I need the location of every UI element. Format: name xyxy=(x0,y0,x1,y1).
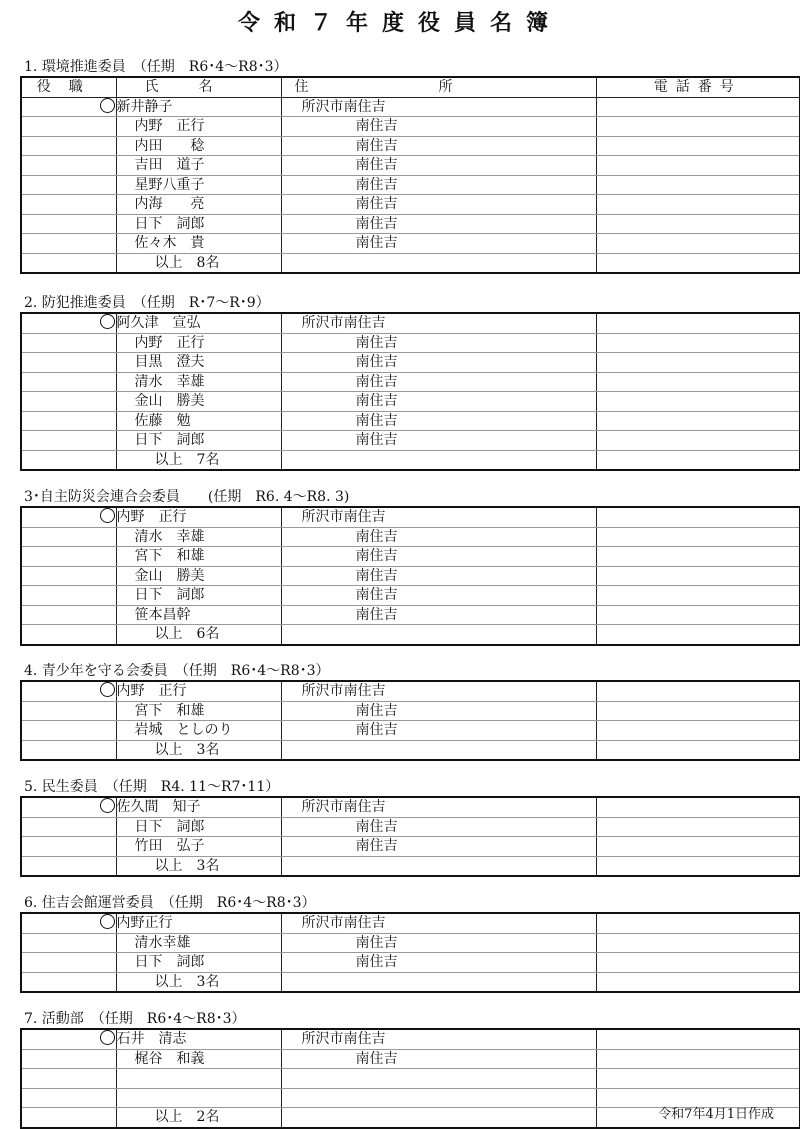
member-table xyxy=(20,796,800,877)
role-cell xyxy=(21,527,116,547)
role-cell xyxy=(21,953,116,973)
creation-date: 令和7年4月1日作成 xyxy=(658,1107,774,1122)
member-phone xyxy=(596,117,800,137)
member-row xyxy=(21,721,800,741)
member-phone xyxy=(596,527,800,547)
member-name: 日下 詞郎 xyxy=(116,586,281,606)
member-phone xyxy=(596,313,800,333)
member-phone xyxy=(596,372,800,392)
member-phone xyxy=(596,837,800,857)
member-name: 内海 亮 xyxy=(116,195,281,215)
role-cell xyxy=(21,507,116,527)
member-name: 阿久津 宣弘 xyxy=(116,313,281,333)
member-address: 南住吉 xyxy=(281,195,596,215)
member-address: 所沢市南住吉 xyxy=(281,313,596,333)
role-cell xyxy=(21,392,116,412)
total-row xyxy=(21,740,800,760)
blank-row xyxy=(21,1069,800,1089)
member-address: 南住吉 xyxy=(281,175,596,195)
member-row xyxy=(21,933,800,953)
member-count: 以上 3名 xyxy=(116,972,281,992)
member-name: 内田 稔 xyxy=(116,136,281,156)
member-row xyxy=(21,1049,800,1069)
member-phone xyxy=(596,605,800,625)
role-cell xyxy=(21,566,116,586)
member-row xyxy=(21,701,800,721)
section-title: 4. 青少年を守る会委員 （任期 R6･4～R8･3） xyxy=(24,663,330,679)
member-name: 星野八重子 xyxy=(116,175,281,195)
member-phone xyxy=(596,431,800,451)
role-cell xyxy=(21,586,116,606)
member-name: 内野 正行 xyxy=(116,117,281,137)
member-phone xyxy=(596,136,800,156)
member-count: 以上 3名 xyxy=(116,856,281,876)
member-row xyxy=(21,837,800,857)
member-name: 内野 正行 xyxy=(116,507,281,527)
role-cell xyxy=(21,195,116,215)
member-table xyxy=(20,912,800,993)
member-row xyxy=(21,953,800,973)
member-row xyxy=(21,313,800,333)
member-phone xyxy=(596,507,800,527)
member-address: 南住吉 xyxy=(281,701,596,721)
role-cell xyxy=(21,97,116,117)
total-phone-cell xyxy=(596,856,800,876)
member-row xyxy=(21,392,800,412)
address-header: 住所 xyxy=(281,77,596,97)
chair-mark-icon xyxy=(100,798,115,813)
member-row xyxy=(21,507,800,527)
member-row xyxy=(21,234,800,254)
member-row xyxy=(21,117,800,137)
role-cell xyxy=(21,234,116,254)
member-address: 南住吉 xyxy=(281,605,596,625)
total-phone-cell xyxy=(596,972,800,992)
role-cell xyxy=(21,214,116,234)
role-cell xyxy=(21,605,116,625)
total-address-cell xyxy=(281,740,596,760)
member-phone xyxy=(596,175,800,195)
member-table xyxy=(20,312,800,471)
member-row xyxy=(21,431,800,451)
member-name: 清水 幸雄 xyxy=(116,372,281,392)
member-count: 以上 6名 xyxy=(116,625,281,645)
member-address: 南住吉 xyxy=(281,527,596,547)
section-title: 1. 環境推進委員 （任期 R6･4～R8･3） xyxy=(24,59,288,75)
member-row xyxy=(21,214,800,234)
member-address: 南住吉 xyxy=(281,721,596,741)
member-address: 南住吉 xyxy=(281,234,596,254)
chair-mark-icon xyxy=(100,314,115,329)
role-cell xyxy=(21,933,116,953)
member-name: 内野 正行 xyxy=(116,681,281,701)
member-address: 南住吉 xyxy=(281,372,596,392)
member-address: 南住吉 xyxy=(281,953,596,973)
section-title: 2. 防犯推進委員 （任期 R･7～R･9） xyxy=(24,295,270,311)
committee-section xyxy=(20,778,799,877)
member-row xyxy=(21,156,800,176)
member-address: 南住吉 xyxy=(281,566,596,586)
total-address-cell xyxy=(281,450,596,470)
total-phone-cell xyxy=(596,253,800,273)
member-row xyxy=(21,195,800,215)
member-address: 南住吉 xyxy=(281,214,596,234)
member-address: 南住吉 xyxy=(281,136,596,156)
committee-section xyxy=(20,488,799,646)
member-address: 南住吉 xyxy=(281,431,596,451)
total-row xyxy=(21,450,800,470)
member-row xyxy=(21,586,800,606)
member-address: 所沢市南住吉 xyxy=(281,797,596,817)
blank-cell xyxy=(21,1069,116,1089)
role-header: 役職 xyxy=(21,77,116,97)
member-phone xyxy=(596,701,800,721)
chair-mark-icon xyxy=(100,1030,115,1045)
total-address-cell xyxy=(281,972,596,992)
role-cell xyxy=(21,721,116,741)
member-name: 梶谷 和義 xyxy=(116,1049,281,1069)
total-role-cell xyxy=(21,253,116,273)
total-role-cell xyxy=(21,972,116,992)
member-phone xyxy=(596,156,800,176)
member-phone xyxy=(596,97,800,117)
role-cell xyxy=(21,156,116,176)
member-phone xyxy=(596,817,800,837)
role-cell xyxy=(21,175,116,195)
member-name: 金山 勝美 xyxy=(116,392,281,412)
member-phone xyxy=(596,547,800,567)
phone-header: 電話番号 xyxy=(596,77,800,97)
name-header: 氏名 xyxy=(116,77,281,97)
role-cell xyxy=(21,333,116,353)
role-cell xyxy=(21,701,116,721)
section-title: 7. 活動部 （任期 R6･4～R8･3） xyxy=(24,1011,246,1027)
member-address: 南住吉 xyxy=(281,411,596,431)
member-table xyxy=(20,680,800,761)
member-name: 清水幸雄 xyxy=(116,933,281,953)
member-row xyxy=(21,372,800,392)
blank-cell xyxy=(116,1088,281,1108)
member-name: 笹本昌幹 xyxy=(116,605,281,625)
member-count: 以上 8名 xyxy=(116,253,281,273)
member-address: 南住吉 xyxy=(281,392,596,412)
member-address: 南住吉 xyxy=(281,547,596,567)
role-cell xyxy=(21,547,116,567)
total-row xyxy=(21,625,800,645)
member-row xyxy=(21,136,800,156)
member-name: 岩城 としのり xyxy=(116,721,281,741)
role-cell xyxy=(21,797,116,817)
member-address: 南住吉 xyxy=(281,156,596,176)
member-row xyxy=(21,605,800,625)
role-cell xyxy=(21,681,116,701)
blank-cell xyxy=(116,1069,281,1089)
total-role-cell xyxy=(21,450,116,470)
chair-mark-icon xyxy=(100,914,115,929)
role-cell xyxy=(21,313,116,333)
member-name: 佐久間 知子 xyxy=(116,797,281,817)
blank-cell xyxy=(281,1088,596,1108)
member-name: 佐藤 勉 xyxy=(116,411,281,431)
member-address: 南住吉 xyxy=(281,933,596,953)
member-name: 金山 勝美 xyxy=(116,566,281,586)
role-cell xyxy=(21,837,116,857)
member-phone xyxy=(596,913,800,933)
section-title: 3･自主防災会連合会委員 (任期 R6. 4～R8. 3) xyxy=(24,489,350,505)
member-phone xyxy=(596,353,800,373)
total-address-cell xyxy=(281,625,596,645)
member-row xyxy=(21,175,800,195)
role-cell xyxy=(21,136,116,156)
member-name: 日下 詞郎 xyxy=(116,214,281,234)
total-role-cell xyxy=(21,625,116,645)
member-row xyxy=(21,817,800,837)
member-name: 宮下 和雄 xyxy=(116,701,281,721)
member-phone xyxy=(596,1029,800,1049)
member-name: 竹田 弘子 xyxy=(116,837,281,857)
role-cell xyxy=(21,411,116,431)
member-address: 所沢市南住吉 xyxy=(281,681,596,701)
member-phone xyxy=(596,1049,800,1069)
member-address: 所沢市南住吉 xyxy=(281,1029,596,1049)
chair-mark-icon xyxy=(100,682,115,697)
member-address: 所沢市南住吉 xyxy=(281,507,596,527)
member-phone xyxy=(596,953,800,973)
member-phone xyxy=(596,214,800,234)
committee-section xyxy=(20,58,799,274)
role-cell xyxy=(21,372,116,392)
member-row xyxy=(21,527,800,547)
member-name: 目黒 澄夫 xyxy=(116,353,281,373)
member-row xyxy=(21,1029,800,1049)
member-row xyxy=(21,566,800,586)
member-address: 南住吉 xyxy=(281,353,596,373)
member-count: 以上 3名 xyxy=(116,740,281,760)
member-phone xyxy=(596,933,800,953)
member-count: 以上 7名 xyxy=(116,450,281,470)
member-name: 石井 清志 xyxy=(116,1029,281,1049)
committee-section xyxy=(20,662,799,761)
member-count: 以上 2名 xyxy=(116,1108,281,1128)
member-phone xyxy=(596,797,800,817)
member-phone xyxy=(596,333,800,353)
member-row xyxy=(21,353,800,373)
header-row xyxy=(21,77,800,97)
member-row xyxy=(21,681,800,701)
member-table xyxy=(20,76,800,274)
total-role-cell xyxy=(21,856,116,876)
total-role-cell xyxy=(21,1108,116,1128)
committee-section xyxy=(20,894,799,993)
member-name: 佐々木 貴 xyxy=(116,234,281,254)
member-row xyxy=(21,797,800,817)
member-phone xyxy=(596,681,800,701)
total-row xyxy=(21,856,800,876)
member-row xyxy=(21,547,800,567)
member-address: 南住吉 xyxy=(281,837,596,857)
role-cell xyxy=(21,1049,116,1069)
committee-section xyxy=(20,294,799,471)
member-row xyxy=(21,913,800,933)
member-name: 内野正行 xyxy=(116,913,281,933)
member-address: 南住吉 xyxy=(281,586,596,606)
role-cell xyxy=(21,117,116,137)
member-address: 南住吉 xyxy=(281,117,596,137)
member-name: 吉田 道子 xyxy=(116,156,281,176)
member-address: 所沢市南住吉 xyxy=(281,913,596,933)
member-phone xyxy=(596,586,800,606)
blank-cell xyxy=(281,1069,596,1089)
member-name: 日下 詞郎 xyxy=(116,953,281,973)
member-name: 新井静子 xyxy=(116,97,281,117)
role-cell xyxy=(21,817,116,837)
member-name: 宮下 和雄 xyxy=(116,547,281,567)
member-phone xyxy=(596,566,800,586)
chair-mark-icon xyxy=(100,508,115,523)
member-phone xyxy=(596,411,800,431)
chair-mark-icon xyxy=(100,98,115,113)
total-row xyxy=(21,253,800,273)
total-address-cell xyxy=(281,253,596,273)
member-name: 清水 幸雄 xyxy=(116,527,281,547)
role-cell xyxy=(21,431,116,451)
member-name: 内野 正行 xyxy=(116,333,281,353)
member-address: 南住吉 xyxy=(281,1049,596,1069)
member-phone xyxy=(596,721,800,741)
section-title: 6. 住吉会館運営委員 （任期 R6･4～R8･3） xyxy=(24,895,316,911)
member-name: 日下 詞郎 xyxy=(116,431,281,451)
total-phone-cell xyxy=(596,625,800,645)
total-phone-cell xyxy=(596,740,800,760)
member-address: 南住吉 xyxy=(281,333,596,353)
member-address: 所沢市南住吉 xyxy=(281,97,596,117)
member-row xyxy=(21,97,800,117)
total-role-cell xyxy=(21,740,116,760)
blank-cell xyxy=(596,1069,800,1089)
role-cell xyxy=(21,353,116,373)
member-row xyxy=(21,411,800,431)
total-row xyxy=(21,972,800,992)
member-phone xyxy=(596,195,800,215)
page-title: 令和７年度役員名簿 xyxy=(237,10,562,36)
total-phone-cell xyxy=(596,450,800,470)
role-cell xyxy=(21,913,116,933)
member-table xyxy=(20,506,800,646)
member-phone xyxy=(596,234,800,254)
blank-cell xyxy=(21,1088,116,1108)
member-row xyxy=(21,333,800,353)
member-name: 日下 詞郎 xyxy=(116,817,281,837)
role-cell xyxy=(21,1029,116,1049)
section-title: 5. 民生委員 （任期 R4. 11～R7･11） xyxy=(24,779,280,795)
total-address-cell xyxy=(281,1108,596,1128)
member-address: 南住吉 xyxy=(281,817,596,837)
total-address-cell xyxy=(281,856,596,876)
member-phone xyxy=(596,392,800,412)
